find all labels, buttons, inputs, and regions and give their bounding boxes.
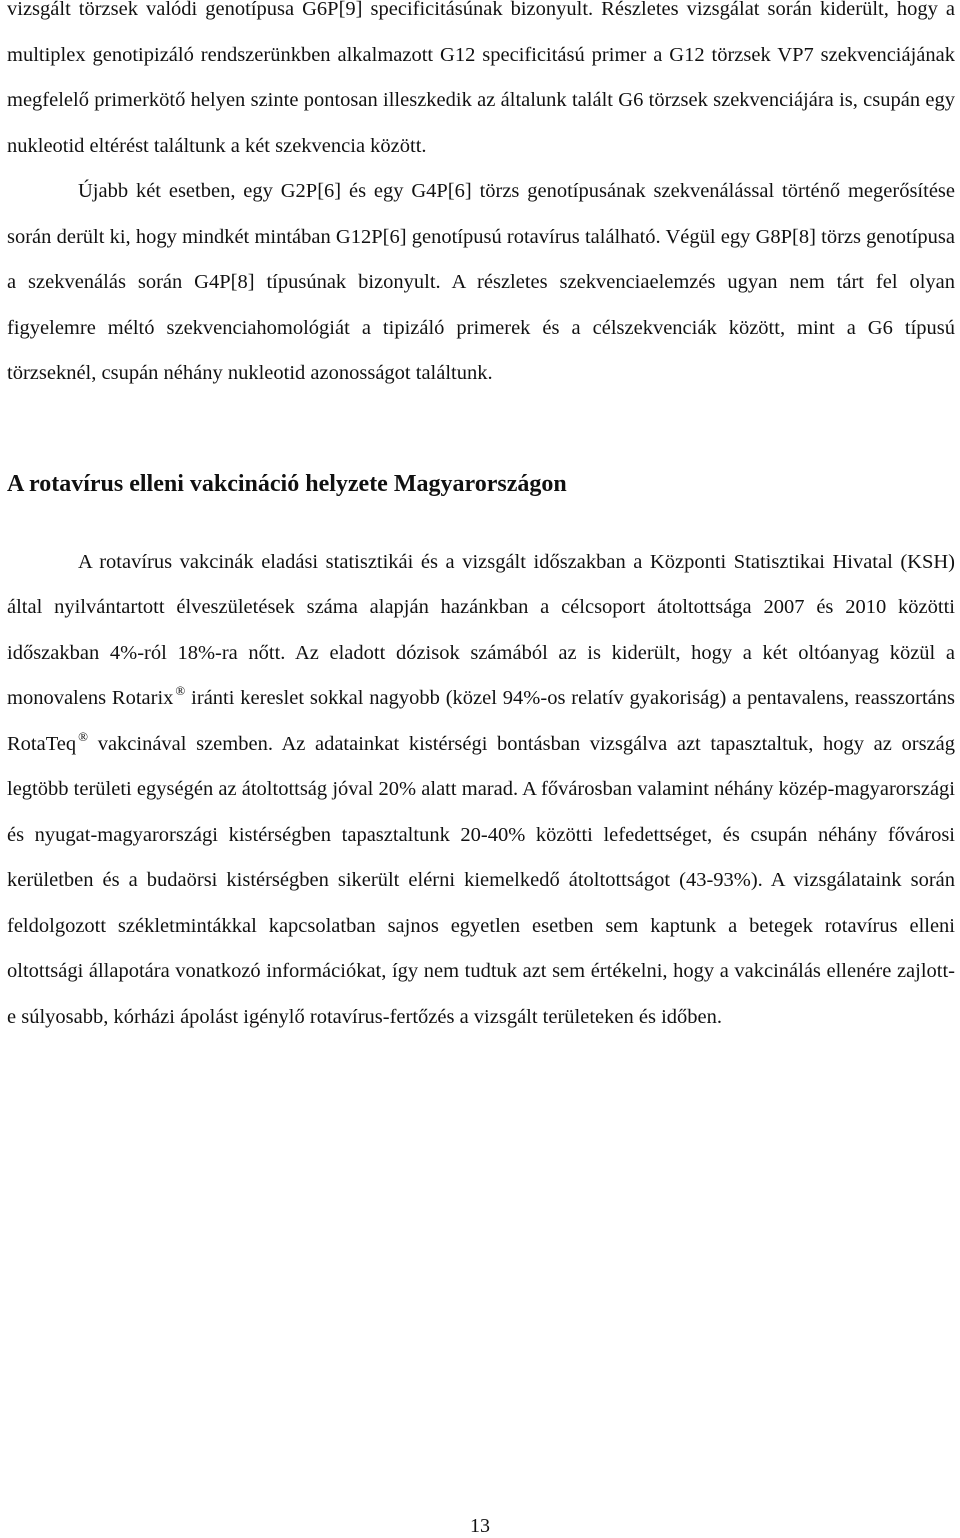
paragraph-vaccination-status <box>7 540 955 1041</box>
document-page <box>7 0 955 1040</box>
paragraph-sequencing-results: Újabb két esetben, egy G2P[6] és egy G4P[6] törzs genotípusának szekvenálással történő megerősítése során derült ki, hogy mindkét mintában G12P[6] genotípusú rotavírus található. Végül egy G8P[8] törzs genotípusa a szekvenálás során G4P[8] típusúnak bizonyult. A részletes szekvenciaelemzés ugyan nem tárt fel olyan figyelemre méltó szekvenciahomológiát a tipizáló primerek és a célszekvenciák között, mint a G6 típusú törzseknél, csupán néhány nukleotid azonosságot találtunk. <box>7 180 955 384</box>
registered-trademark-mark: ® <box>175 683 186 698</box>
registered-trademark-mark: ® <box>78 728 89 744</box>
vaccination-text-part-2: iránti kereslet sokkal nagyobb (közel 94%-os relatív gyakoriság) a pentavalens, reasszortáns RotaTeq <box>7 687 956 755</box>
page-number: 13 <box>470 1515 490 1537</box>
section-heading: A rotavírus elleni vakcináció helyzete Magyarországon <box>7 470 567 497</box>
vaccination-text-part-3: vakcinával szemben. Az adatainkat kistérségi bontásban vizsgálva azt tapasztaltuk, hogy az ország legtöbb területi egységén az átoltottság jóval 20% alatt marad. A fővárosban valamint néhány közép-magyarországi és nyugat-magyarországi kistérségben tapasztaltunk 20-40% közötti lefedettséget, és csupán néhány fővárosi kerületben és a budaörsi kistérségben sikerült elérni kiemelkedő átoltottságot (43-93%). A vizsgálataink során feldolgozott székletmintákkal kapcsolatban sajnos egyetlen esetben sem kaptunk a betegek rotavírus elleni oltottsági állapotára vonatkozó információkat, így nem tudtuk azt sem értékelni, hogy a vakcinálás ellenére zajlott-e súlyosabb, kórházi ápolást igénylő rotavírus-fertőzés a vizsgált területeken és időben. <box>7 732 955 1028</box>
vaccination-text-part-1: A rotavírus vakcinák eladási statisztikái és a vizsgált időszakban a Központi Statisztikai Hivatal (KSH) által nyilvántartott élveszületések száma alapján hazánkban a célcsoport átoltottsága 2007 és 2010 közötti időszakban 4%-ról 18%-ra nőtt. Az eladott dózisok számából az is kiderült, hogy a két oltóanyag közül a monovalens Rotarix <box>7 550 955 709</box>
paragraph-genotype-g6: vizsgált törzsek valódi genotípusa G6P[9] specificitásúnak bizonyult. Részletes vizsgálat során kiderült, hogy a multiplex genotipizáló rendszerünkben alkalmazott G12 specificitású primer a G12 törzsek VP7 szekvenciájának megfelelő primerkötő helyen szinte pontosan illeszkedik az általunk talált G6 törzsek szekvenciájára is, csupán egy nukleotid eltérést találtunk a két szekvencia között. <box>7 0 955 157</box>
